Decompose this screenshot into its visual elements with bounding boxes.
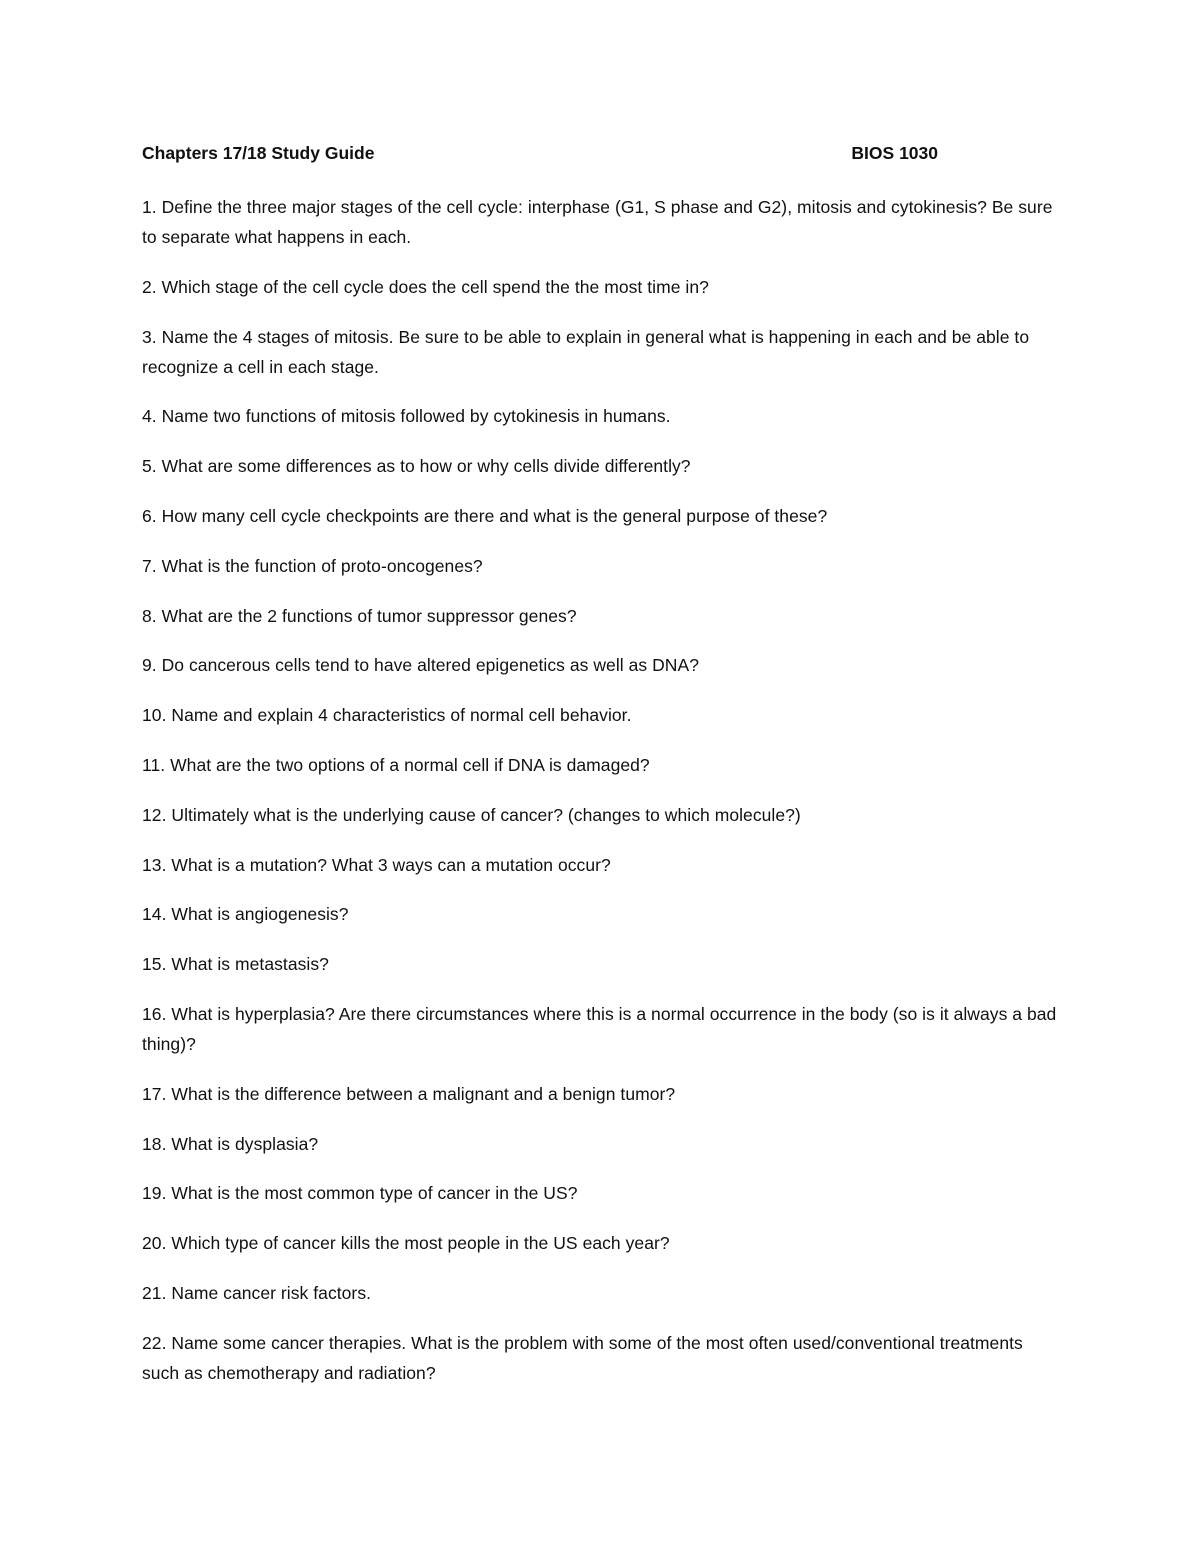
question-item: 7. What is the function of proto-oncogenes?: [142, 555, 483, 576]
question-item: 18. What is dysplasia?: [142, 1133, 319, 1154]
question-item: 2. Which stage of the cell cycle does the cell spend the the most time in?: [142, 276, 709, 297]
question-item: 11. What are the two options of a normal cell if DNA is damaged?: [142, 754, 650, 775]
document-title: Chapters 17/18 Study Guide: [142, 143, 375, 163]
question-item: 3. Name the 4 stages of mitosis. Be sure to be able to explain in general what is happening in each and be able to recognize a cell in each stage.: [142, 326, 1030, 377]
question-item: 21. Name cancer risk factors.: [142, 1282, 372, 1303]
question-item: 13. What is a mutation? What 3 ways can a mutation occur?: [142, 854, 611, 875]
document-header: [142, 143, 942, 171]
question-item: 20. Which type of cancer kills the most people in the US each year?: [142, 1233, 670, 1254]
course-code: BIOS 1030: [851, 143, 938, 163]
question-item: 9. Do cancerous cells tend to have altered epigenetics as well as DNA?: [142, 655, 699, 676]
question-item: 14. What is angiogenesis?: [142, 904, 349, 925]
question-item: 6. How many cell cycle checkpoints are there and what is the general purpose of these?: [142, 505, 828, 526]
question-item: 17. What is the difference between a malignant and a benign tumor?: [142, 1083, 676, 1104]
question-list: [142, 192, 1062, 1408]
question-item: 12. Ultimately what is the underlying cause of cancer? (changes to which molecule?): [142, 804, 801, 825]
question-item: 15. What is metastasis?: [142, 954, 329, 975]
question-item: 22. Name some cancer therapies. What is the problem with some of the most often used/conventional treatments such as chemotherapy and radiation?: [142, 1332, 1023, 1383]
question-item: 10. Name and explain 4 characteristics of normal cell behavior.: [142, 705, 632, 726]
question-item: 5. What are some differences as to how or why cells divide differently?: [142, 456, 691, 477]
question-item: 19. What is the most common type of cancer in the US?: [142, 1183, 578, 1204]
question-item: 4. Name two functions of mitosis followed by cytokinesis in humans.: [142, 406, 671, 427]
question-item: 1. Define the three major stages of the cell cycle: interphase (G1, S phase and G2), mitosis and cytokinesis? Be sure to separate what happens in each.: [142, 197, 1053, 247]
question-item: 16. What is hyperplasia? Are there circumstances where this is a normal occurrence in the body (so is it always a bad thing)?: [142, 1003, 1057, 1054]
question-item: 8. What are the 2 functions of tumor suppressor genes?: [142, 605, 577, 626]
